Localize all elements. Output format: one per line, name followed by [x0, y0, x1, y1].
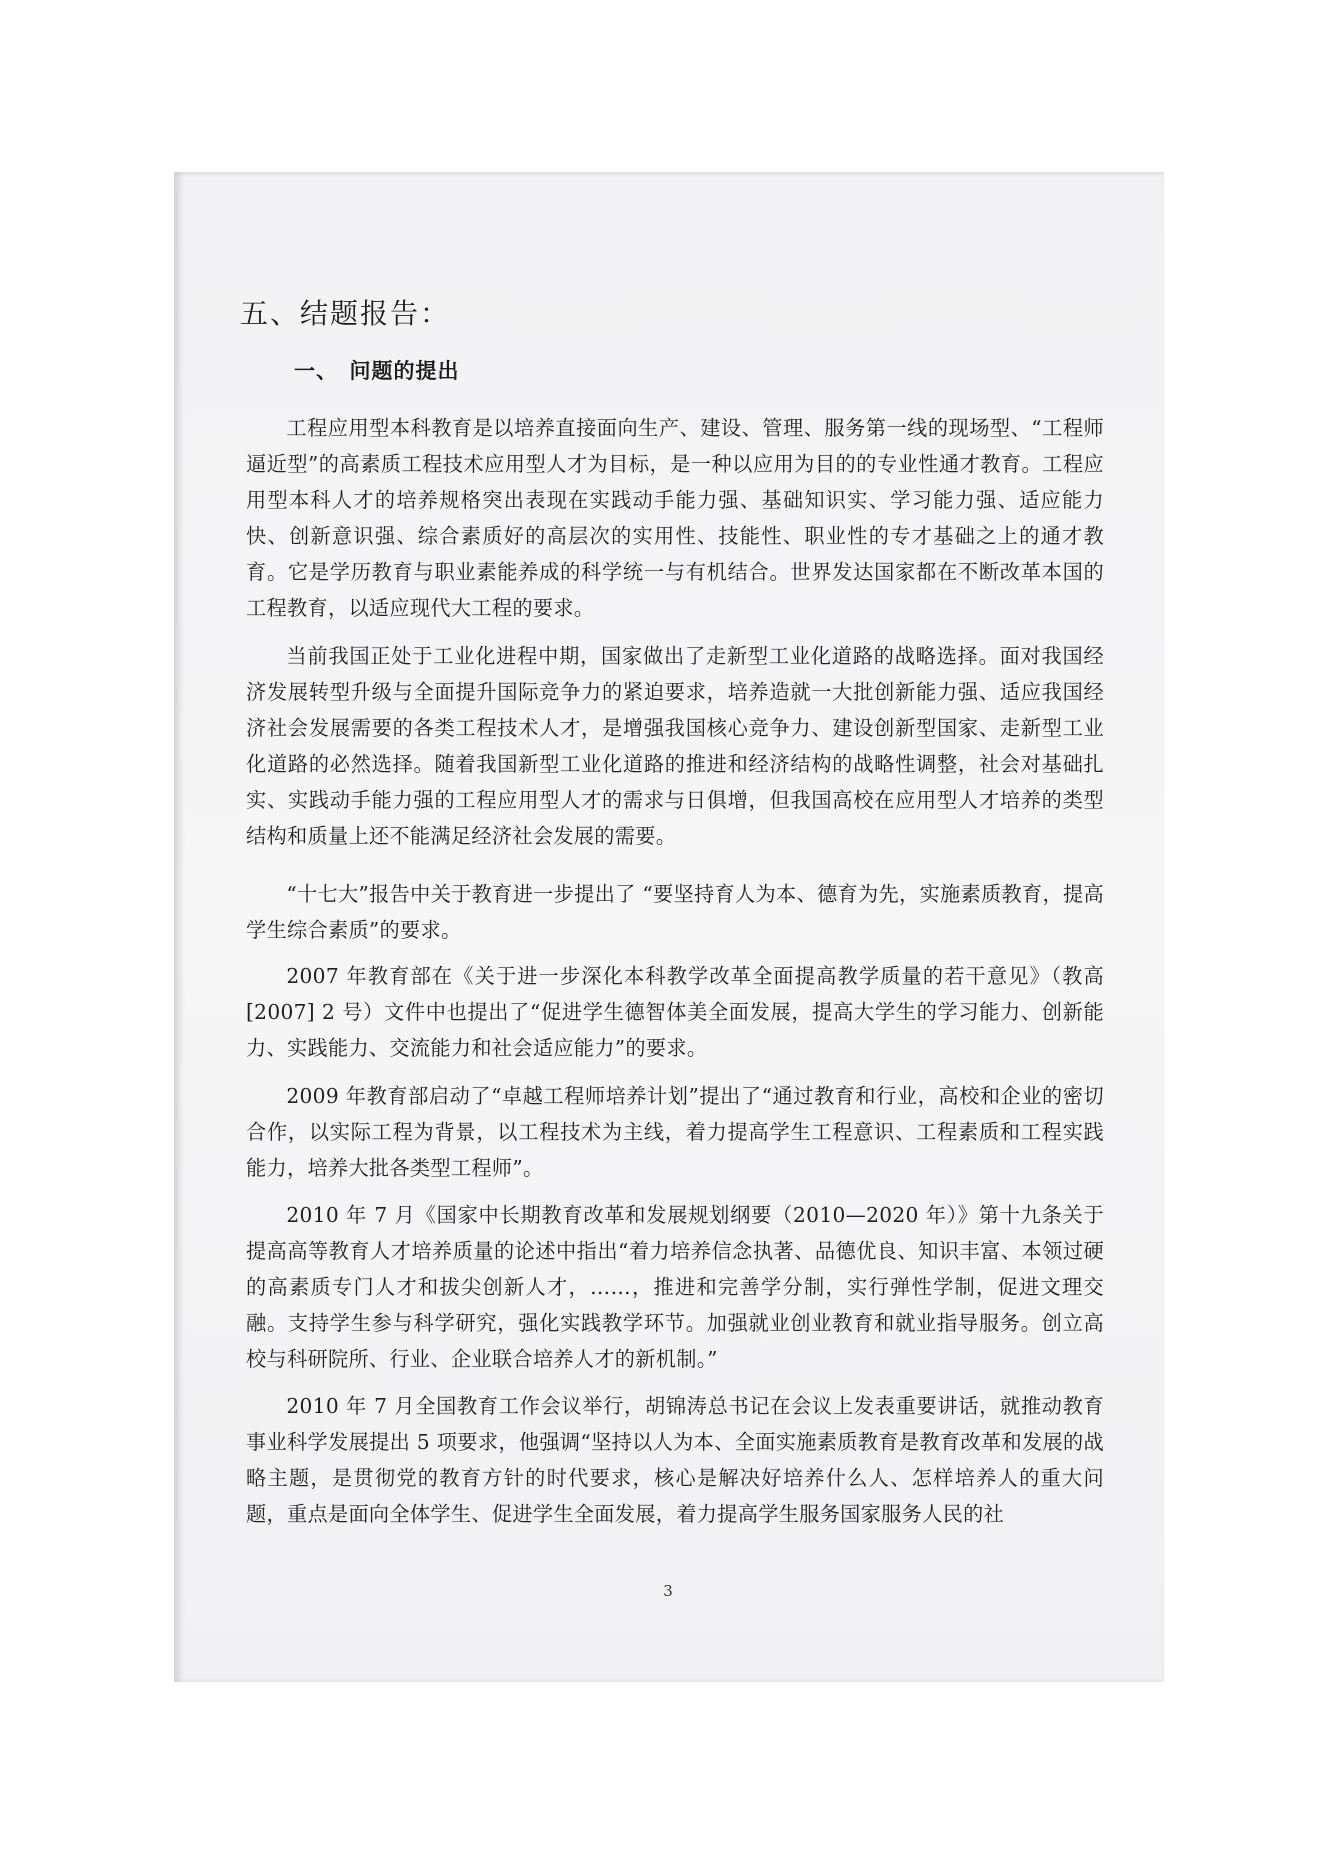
section-heading: 五、结题报告：: [240, 297, 451, 330]
paragraph-industrialization: 当前我国正处于工业化进程中期，国家做出了走新型工业化道路的战略选择。面对我国经济发展转型升级与全面提升国际竞争力的紧迫要求，培养造就一大批创新能力强、适应我国经济社会发展需要的各类工程技术人才，是增强我国核心竞争力、建设创新型国家、走新型工业化道路的必然选择。随着我国新型工业化道路的推进和经济结构的战略性调整，社会对基础扎实、实践动手能力强的工程应用型人才的需求与日俱增，但我国高校在应用型人才培养的类型结构和质量上还不能满足经济社会发展的需要。: [246, 644, 1104, 848]
paragraph-2010-conference: 2010 年 7 月全国教育工作会议举行，胡锦涛总书记在会议上发表重要讲话，就推动教育事业科学发展提出 5 项要求，他强调“坚持以人为本、全面实施素质教育是教育改革和发展的战略主题，是贯彻党的教育方针的时代要求，核心是解决好培养什么人、怎样培养人的重大问题，重点是面向全体学生、促进学生全面发展，着力提高学生服务国家服务人民的社: [246, 1394, 1104, 1526]
subsection-heading: 一、 问题的提出: [294, 359, 460, 383]
paragraph-engineering-education: 工程应用型本科教育是以培养直接面向生产、建设、管理、服务第一线的现场型、“工程师逼近型”的高素质工程技术应用型人才为目标，是一种以应用为目的的专业性通才教育。工程应用型本科人才的培养规格突出表现在实践动手能力强、基础知识实、学习能力强、适应能力快、创新意识强、综合素质好的高层次的实用性、技能性、职业性的专才基础之上的通才教育。它是学历教育与职业素能养成的科学统一与有机结合。世界发达国家都在不断改革本国的工程教育，以适应现代大工程的要求。: [246, 416, 1104, 620]
page-number: 3: [663, 1582, 673, 1600]
paragraph-2010-outline: 2010 年 7 月《国家中长期教育改革和发展规划纲要（2010—2020 年）》第十九条关于提高高等教育人才培养质量的论述中指出“着力培养信念执著、品德优良、知识丰富、本领过硬的高素质专门人才和拔尖创新人才，……，推进和完善学分制，实行弹性学制，促进文理交融。支持学生参与科学研究，强化实践教学环节。加强就业创业教育和就业指导服务。创立高校与科研院所、行业、企业联合培养人才的新机制。”: [246, 1203, 1104, 1371]
paragraph-2009-excellent-engineer: 2009 年教育部启动了“卓越工程师培养计划”提出了“通过教育和行业，高校和企业的密切合作，以实际工程为背景，以工程技术为主线，着力提高学生工程意识、工程素质和工程实践能力，培养大批各类型工程师”。: [246, 1084, 1104, 1180]
paragraph-2007-ministry: 2007 年教育部在《关于进一步深化本科教学改革全面提高教学质量的若干意见》（教高[2007] 2 号）文件中也提出了“促进学生德智体美全面发展，提高大学生的学习能力、创新能力、实践能力、交流能力和社会适应能力”的要求。: [246, 964, 1104, 1060]
paragraph-seventeenth-congress: “十七大”报告中关于教育进一步提出了 “要坚持育人为本、德育为先，实施素质教育，提高学生综合素质”的要求。: [246, 882, 1104, 942]
